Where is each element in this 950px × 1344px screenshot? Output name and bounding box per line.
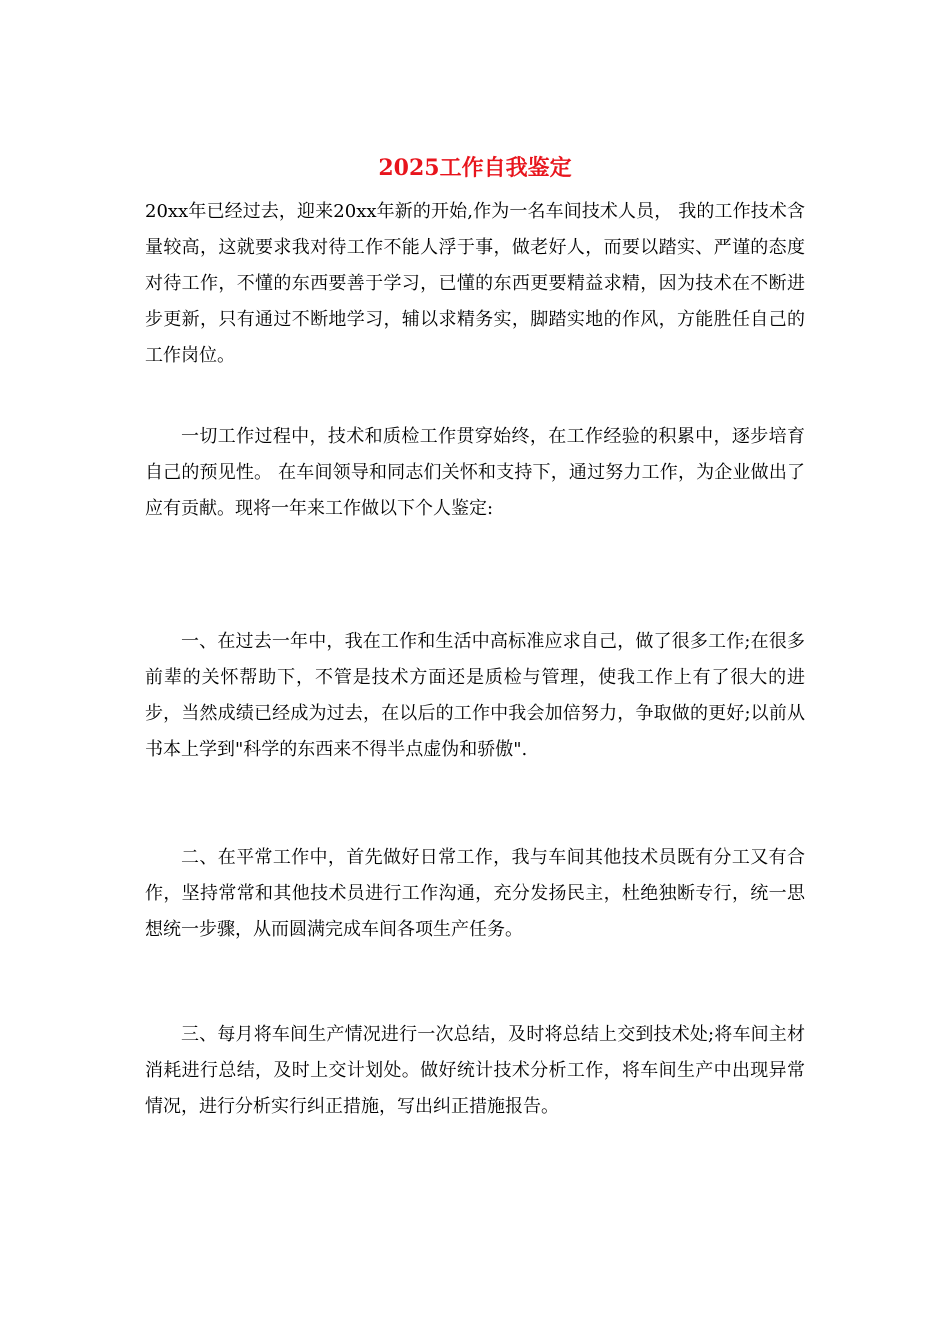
paragraph-overview: 一切工作过程中，技术和质检工作贯穿始终，在工作经验的积累中，逐步培育自己的预见性。 在车间领导和同志们关怀和支持下，通过努力工作，为企业做出了应有贡献。现将一年来工作做以下个人鉴定: [145,426,805,519]
paragraph-point-one: 一、在过去一年中，我在工作和生活中高标准应求自己，做了很多工作;在很多前辈的关怀帮助下，不管是技术方面还是质检与管理，使我工作上有了很大的进步，当然成绩已经成为过去，在以后的工作中我会加倍努力，争取做的更好;以前从书本上学到"科学的东西来不得半点虚伪和骄傲". [145,631,805,760]
paragraph-point-three: 三、每月将车间生产情况进行一次总结，及时将总结上交到技术处;将车间主材消耗进行总结，及时上交计划处。做好统计技术分析工作，将车间生产中出现异常情况，进行分析实行纠正措施，写出纠正措施报告。 [145,1024,805,1117]
paragraph-intro: 20xx年已经过去，迎来20xx年新的开始,作为一名车间技术人员， 我的工作技术含量较高，这就要求我对待工作不能人浮于事，做老好人，而要以踏实、严谨的态度对待工作，不懂的东西要善于学习，已懂的东西更要精益求精，因为技术在不断进步更新，只有通过不断地学习，辅以求精务实，脚踏实地的作风，方能胜任自己的工作岗位。 [145,201,805,366]
paragraph-point-two: 二、在平常工作中，首先做好日常工作，我与车间其他技术员既有分工又有合作，坚持常常和其他技术员进行工作沟通，充分发扬民主，杜绝独断专行，统一思想统一步骤，从而圆满完成车间各项生产任务。 [145,847,805,940]
document-title: 2025工作自我鉴定 [378,155,572,181]
